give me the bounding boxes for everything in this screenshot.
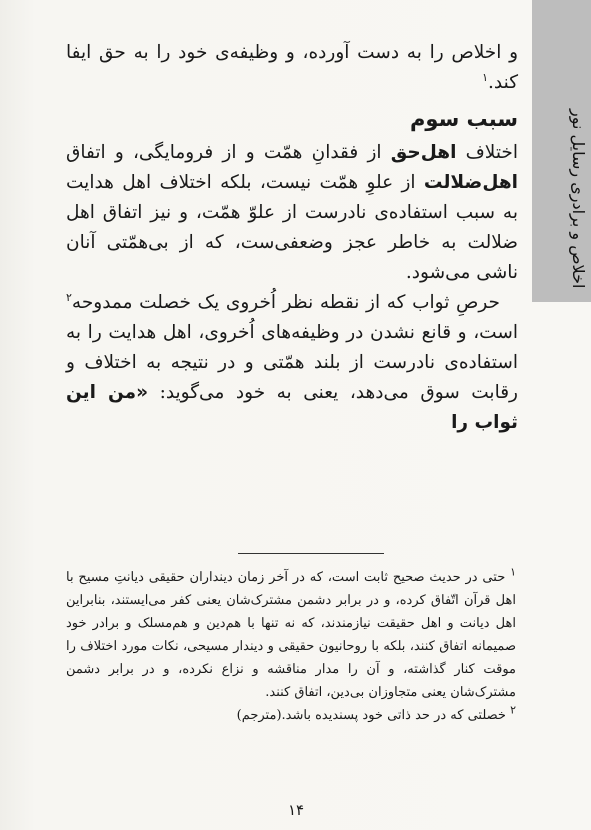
footnote-2 [66,704,516,727]
paragraph-3-text-a: حرصِ ثواب که از نقطه نظر اُخروی یک خصلت ممدوحه [71,292,500,313]
footnote-2-text: خصلتی که در حد ذاتی خود پسندیده باشد.(مترجم) [236,708,511,723]
paragraph-1 [66,38,518,98]
footnote-ref-2: ۲ [66,290,72,304]
paragraph-3 [66,288,518,438]
section-heading: سبب سوم [410,107,518,131]
bold-quote-start: «من این ثواب را [66,382,518,433]
paragraph-1-text: و اخلاص را به دست آورده، و وظیفه‌ی خود را به حق ایفا کند. [66,42,518,93]
footnote-1-text: حتی در حدیث صحیح ثابت است، که در آخر زمان دینداران حقیقی دیانتِ مسیح با اهل قرآن اتّفاق کرده، و در برابر دشمن مشترک‌شان یعنی کفر می‌ایستند، بنابراین اهل دیانت و اهل حقیقت نیازمندند، که نه تنها با هم‌دین و هم‌مسلک و برادر خود صمیمانه اتفاق کنند، بلکه با روحانیون حقیقی و دیندار مسیحی، نکات مورد اختلاف را موقت کنار گذاشته، و آن را مدار مناقشه و نزاع نکرده، و در برابر دشمن مشترک‌شان یعنی متجاوزان بی‌دین، اتفاق کنند. [66,570,516,700]
footnote-ref-1: ۱ [482,70,489,84]
footnotes [66,566,516,727]
paragraph-2-text-b: از فقدانِ همّت و از فرومایگی، و اتفاق [66,142,391,163]
page-number: ۱۴ [287,801,305,819]
paragraph-2 [66,138,518,288]
bold-term-ahl-zalalat: اهل‌ضلالت [423,172,518,193]
footnote-1 [66,566,516,704]
footnote-separator [238,553,384,554]
paragraph-3-text-b: است، و قانع نشدن در وظیفه‌های اُخروی، اهل هدایت را به استفاده‌ی نادرست از بلند همّتی و در نتیجه به اختلاف و رقابت سوق می‌دهد، یعنی به خود می‌گوید: [66,322,518,403]
bold-term-ahl-haq: اهل‌حق [390,142,457,163]
main-text [66,38,518,438]
paragraph-2-text-a: اختلاف [456,142,518,163]
running-header-vertical: اخلاص و برادری رسایل نور [569,108,588,288]
footnote-1-number: ۱ [510,565,516,579]
paragraph-2-text-c: از علوِ همّت نیست، بلکه اختلاف اهل هدایت به سبب استفاده‌ی نادرست از علوّ همّت، و نیز اتفاق اهل ضلالت به خاطر عجز وضعفی‌ست، که از بی‌همّتی آنان ناشی می‌شود. [66,172,518,283]
footnote-2-number: ۲ [510,703,516,717]
